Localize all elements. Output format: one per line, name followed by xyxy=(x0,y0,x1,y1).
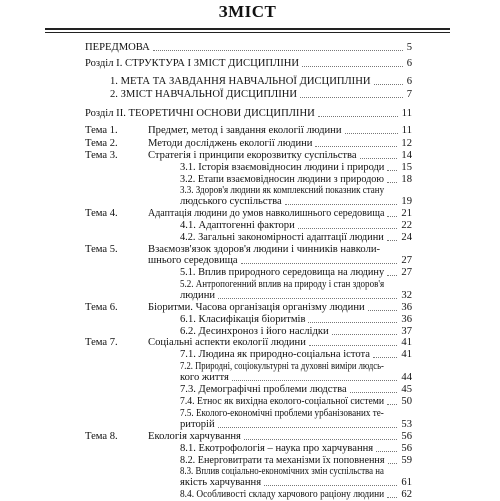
toc-entry[interactable] xyxy=(85,208,412,220)
dot-leader xyxy=(308,322,397,323)
toc-entry-label: Тема 4. xyxy=(85,208,118,219)
toc-entry-page: 11 xyxy=(401,108,412,119)
toc-entry-text: 8.1. Екотрофологія – наука про харчування xyxy=(180,443,374,454)
toc-entry[interactable] xyxy=(85,384,412,396)
toc-entry-page: 24 xyxy=(401,232,412,243)
dot-leader xyxy=(387,216,397,217)
dot-leader xyxy=(298,228,397,229)
toc-entry[interactable] xyxy=(85,220,412,232)
dot-leader xyxy=(264,485,397,486)
toc-entry-text: Предмет, метод і завдання екології людини xyxy=(148,125,342,136)
dot-leader xyxy=(345,133,398,134)
toc-entry-page: 61 xyxy=(401,477,412,488)
toc-entry-text: 5.2. Антропогенний вплив на природу і стан здоров'я xyxy=(180,279,385,290)
toc-entry[interactable] xyxy=(85,162,412,174)
dot-leader xyxy=(387,240,397,241)
toc-entry-page: 6 xyxy=(406,58,412,69)
toc-entry-text: Взаємозв'язок здоров'я людини і чинників навколи- xyxy=(148,244,381,255)
dot-leader xyxy=(302,66,403,67)
toc-entry-text: Методи досліджень екології людини xyxy=(148,138,313,149)
toc-entry-text: 7.3. Демографічні проблеми людства xyxy=(180,384,347,395)
toc-entry[interactable] xyxy=(85,108,412,120)
dot-leader xyxy=(232,380,397,381)
toc-entry-text: Соціальні аспекти екології людини xyxy=(148,337,306,348)
toc-entry[interactable] xyxy=(85,42,412,54)
toc-entry-page: 45 xyxy=(401,384,412,395)
toc-entry-text: якість харчування xyxy=(180,477,262,488)
toc-entry-page: 50 xyxy=(401,396,412,407)
toc-entry-page: 44 xyxy=(401,372,412,383)
toc-entry-text: кого життя xyxy=(180,372,229,383)
dot-leader xyxy=(387,182,397,183)
toc-entry-page: 62 xyxy=(401,489,412,500)
toc-entry[interactable] xyxy=(85,314,412,326)
toc-entry[interactable] xyxy=(85,349,412,361)
toc-entry-text: 1. МЕТА ТА ЗАВДАННЯ НАВЧАЛЬНОЇ ДИСЦИПЛІНИ xyxy=(110,76,371,87)
toc-entry-page: 32 xyxy=(401,290,412,301)
toc-entry-text: Стратегія і принципи екорозвитку суспільства xyxy=(148,150,357,161)
toc-entry-page: 11 xyxy=(401,125,412,136)
toc-entry-text: людського суспільства xyxy=(180,196,282,207)
toc-entry-text: людини xyxy=(180,290,216,301)
dot-leader xyxy=(153,50,403,51)
toc-entry[interactable] xyxy=(85,232,412,244)
toc-entry-label: Тема 6. xyxy=(85,302,118,313)
toc-entry-text: 2. ЗМІСТ НАВЧАЛЬНОЇ ДИСЦИПЛІНИ xyxy=(110,89,298,100)
dot-leader xyxy=(360,158,397,159)
dot-leader xyxy=(285,204,397,205)
toc-entry[interactable] xyxy=(85,443,412,455)
toc-entry-text: 7.5. Еколого-економічні проблеми урбанізованих те- xyxy=(180,408,384,419)
dot-leader xyxy=(241,263,397,264)
dot-leader xyxy=(244,439,397,440)
dot-leader xyxy=(300,97,403,98)
dot-leader xyxy=(218,298,397,299)
toc-entry-text: шнього середовища xyxy=(148,255,238,266)
toc-entry-page: 15 xyxy=(401,162,412,173)
toc-entry-label: Тема 2. xyxy=(85,138,118,149)
toc-entry-page: 59 xyxy=(401,455,412,466)
toc-entry[interactable] xyxy=(85,89,412,101)
toc-entry-label: Тема 7. xyxy=(85,337,118,348)
dot-leader xyxy=(374,84,403,85)
toc-entry[interactable] xyxy=(85,477,412,489)
toc-entry-page: 36 xyxy=(401,314,412,325)
toc-entry-page: 56 xyxy=(401,443,412,454)
toc-entry-text: 8.2. Енерговитрати та механізми їх поповнення xyxy=(180,455,385,466)
toc-entry-label: Тема 3. xyxy=(85,150,118,161)
toc-entry-text: 3.3. Здоров'я людини як комплексний показник стану xyxy=(180,185,385,196)
toc-entry-page: 5 xyxy=(406,42,412,53)
toc-entry-label: Тема 1. xyxy=(85,125,118,136)
toc-entry-page: 27 xyxy=(401,267,412,278)
toc-entry-page: 22 xyxy=(401,220,412,231)
toc-entry[interactable] xyxy=(85,267,412,279)
toc-entry-text: 8.4. Особливості складу харчового раціону людини xyxy=(180,489,385,500)
toc-entry-page: 41 xyxy=(401,337,412,348)
toc-entry[interactable] xyxy=(85,302,412,314)
toc-entry-text: риторій xyxy=(180,419,215,430)
toc-entry-text: 7.2. Природні, соціокультурні та духовні виміри людсь- xyxy=(180,361,384,372)
toc-entry-text: Розділ І. СТРУКТУРА І ЗМІСТ ДИСЦИПЛІНИ xyxy=(85,58,300,69)
toc-entry[interactable] xyxy=(85,431,412,443)
toc-entry[interactable] xyxy=(85,396,412,408)
toc-entry-text: 7.1. Людина як природно-соціальна істота xyxy=(180,349,370,360)
toc-entry-label: Тема 5. xyxy=(85,244,118,255)
dot-leader xyxy=(388,463,397,464)
toc-entry[interactable] xyxy=(85,290,412,302)
toc-entry-text: 5.1. Вплив природного середовища на людину xyxy=(180,267,385,278)
toc-entry-page: 53 xyxy=(401,419,412,430)
toc-entry[interactable] xyxy=(85,372,412,384)
toc-entry-text: Біоритми. Часова організація організму людини xyxy=(148,302,365,313)
toc-entry-page: 19 xyxy=(401,196,412,207)
toc-entry-text: 7.4. Етнос як вихідна еколого-соціальної системи xyxy=(180,396,385,407)
toc-entry[interactable] xyxy=(85,125,412,137)
toc-entry-page: 21 xyxy=(401,208,412,219)
toc-entry-text: 4.2. Загальні закономірності адаптації людини xyxy=(180,232,384,243)
toc-entry-text: 6.2. Десинхроноз і його наслідки xyxy=(180,326,329,337)
toc-entry-page: 7 xyxy=(406,89,412,100)
toc-entry-page: 12 xyxy=(401,138,412,149)
toc-entry[interactable] xyxy=(85,419,412,431)
toc-entry-text: 8.3. Вплив соціально-економічних змін суспільства на xyxy=(180,466,384,477)
toc-entry-page: 41 xyxy=(401,349,412,360)
dot-leader xyxy=(318,116,398,117)
toc-entry-page: 18 xyxy=(401,174,412,185)
dot-leader xyxy=(350,392,397,393)
toc-entry-text: 6.1. Класифікація біоритмів xyxy=(180,314,306,325)
dot-leader xyxy=(376,451,397,452)
toc-entry[interactable] xyxy=(85,150,412,162)
dot-leader xyxy=(373,357,397,358)
toc-entry-text: ПЕРЕДМОВА xyxy=(85,42,150,53)
toc-entry-page: 36 xyxy=(401,302,412,313)
toc-entry-page: 37 xyxy=(401,326,412,337)
toc-entry[interactable] xyxy=(85,489,412,501)
toc-entry[interactable] xyxy=(85,76,412,88)
toc-entry-page: 14 xyxy=(401,150,412,161)
dot-leader xyxy=(309,345,397,346)
toc-entry[interactable] xyxy=(85,196,412,208)
toc-entry-label: Тема 8. xyxy=(85,431,118,442)
toc-entry-text: 3.2. Етапи взаємовідносин людини з природою xyxy=(180,174,385,185)
dot-leader xyxy=(387,497,397,498)
dot-leader xyxy=(387,170,397,171)
toc-entry[interactable] xyxy=(85,255,412,267)
toc-entry[interactable] xyxy=(85,337,412,349)
toc-entry-page: 6 xyxy=(406,76,412,87)
dot-leader xyxy=(315,146,397,147)
toc-entry-page: 27 xyxy=(401,255,412,266)
dot-leader xyxy=(387,404,397,405)
dot-leader xyxy=(218,427,397,428)
toc-entry-text: 4.1. Адаптогенні фактори xyxy=(180,220,295,231)
toc-entry-text: Розділ ІІ. ТЕОРЕТИЧНІ ОСНОВИ ДИСЦИПЛІНИ xyxy=(85,108,315,119)
toc-entry-page: 56 xyxy=(401,431,412,442)
page-title: ЗМІСТ xyxy=(218,2,277,21)
toc-entry[interactable] xyxy=(85,58,412,70)
toc-entry-text: 3.1. Історія взаємовідносин людини і природи xyxy=(180,162,385,173)
toc-entry-text: Екологія харчування xyxy=(148,431,241,442)
dot-leader xyxy=(332,334,397,335)
dot-leader xyxy=(368,310,397,311)
dot-leader xyxy=(387,275,397,276)
toc-entry-text: Адаптація людини до умов навколишнього середовища xyxy=(148,208,385,219)
toc-entry[interactable] xyxy=(85,138,412,150)
